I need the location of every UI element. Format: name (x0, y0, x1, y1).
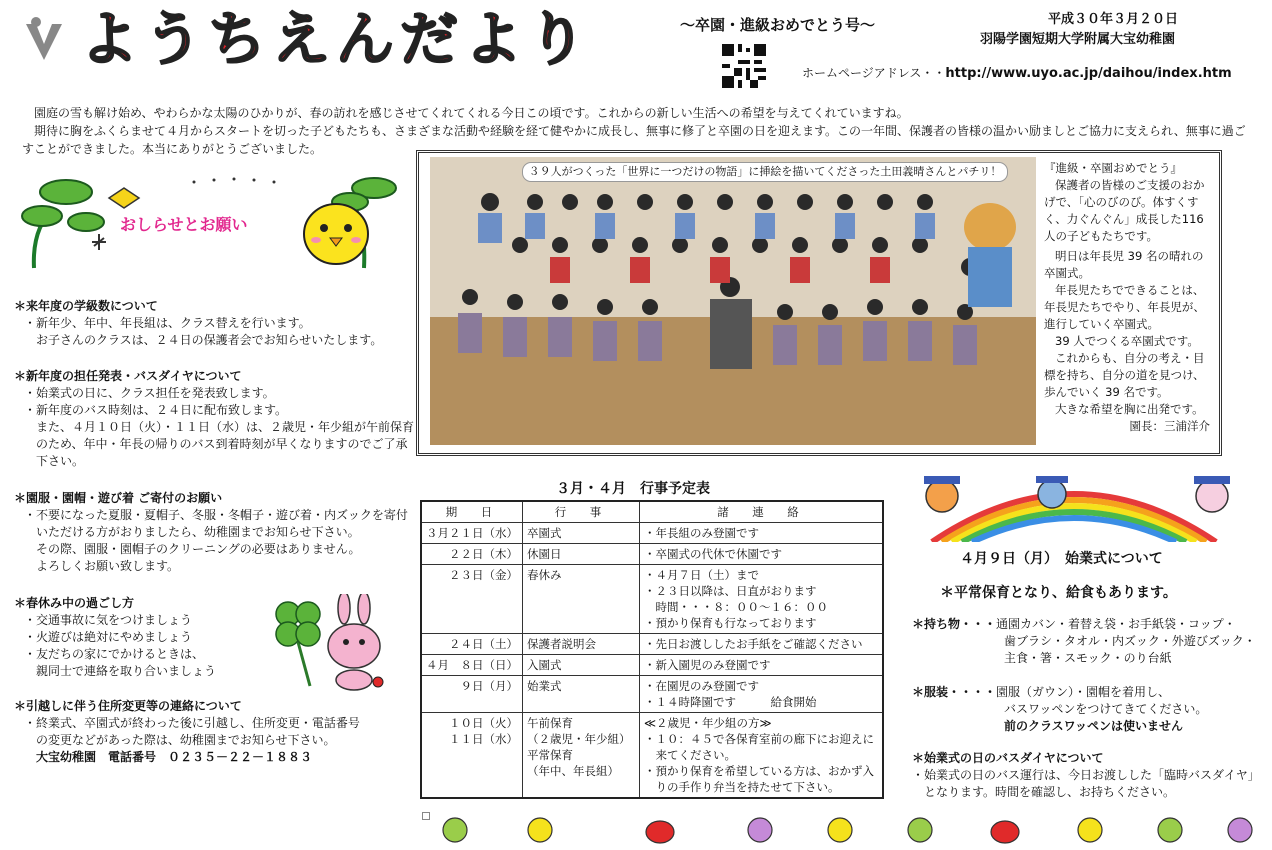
message-paragraph: 大きな希望を胸に出発です。 (1055, 402, 1204, 416)
schedule-date (421, 565, 523, 634)
class-group-photo (430, 157, 1036, 445)
schedule-notes-line: ・新入園児のみ登園です (644, 658, 771, 672)
principal-message (1044, 160, 1210, 435)
schedule-date (421, 523, 523, 544)
schedule-event-line: 春休み (527, 568, 562, 582)
message-paragraph: これからも、自分の考え・目標を持ち、自分の道を見つけ、歩んでいく 39 名です。 (1044, 351, 1205, 399)
schedule-event-line: 午前保育 (527, 716, 573, 730)
bus-section (912, 750, 1262, 801)
schedule-date (421, 655, 523, 676)
dress-label: ＊服装・・・・ (912, 685, 997, 699)
message-title: 『進級・卒園おめでとう』 (1044, 161, 1182, 175)
opening-ceremony-title: ４月９日（月） 始業式について (960, 551, 1163, 567)
section-line: の変更などがあった際は、幼稚園までお知らせ下さい。 (36, 733, 336, 747)
schedule-date-line: ９日（月） (460, 679, 518, 693)
schedule-date-line: ３月２１日（水） (426, 526, 518, 540)
homepage-link[interactable]: http://www.uyo.ac.jp/daihou/index.htm (945, 66, 1232, 81)
photo-caption: ３９人がつくった「世界に一つだけの物語」に挿絵を描いてくださった土田義晴さんとパチリ！ (522, 162, 1008, 182)
moving-section (14, 698, 414, 766)
items-line: 主食・箸・スモック・のり台紙 (1004, 651, 1172, 665)
items-line: 歯ブラシ・タオル・内ズック・外遊びズック・ (1004, 634, 1256, 648)
teacher-bus-section (14, 368, 414, 470)
schedule-date-line: ２３日（金） (449, 568, 518, 582)
schedule-date-line: ２４日（土） (449, 637, 518, 651)
issue-date: 平成３０年３月２０日 (1048, 12, 1179, 27)
schedule-notes (640, 713, 884, 799)
schedule-header-row (421, 501, 883, 523)
section-line: ・新年少、年中、年長組は、クラス替えを行います。 (24, 316, 311, 330)
section-line: ・終業式、卒園式が終わった後に引越し、住所変更・電話番号 (24, 716, 360, 730)
school-name: 羽陽学園短期大学附属大宝幼稚園 (980, 32, 1176, 47)
schedule-title: ３月・４月 行事予定表 (556, 481, 710, 497)
section-title: ＊新年度の担任発表・バスダイヤについて (14, 369, 242, 383)
column-header: 諸 連 絡 (640, 501, 884, 523)
section-title: ＊来年度の学級数について (14, 299, 158, 313)
bus-line: となります。時間を確認し、お持ちください。 (924, 785, 1176, 799)
schedule-notes-line: ・在園児のみ登園です (644, 679, 759, 693)
schedule-notes-line: ・卒園式の代休で休園です (644, 547, 782, 561)
schedule-notes-line: ・預かり保育も行なっております (644, 616, 817, 630)
class-count-section (14, 298, 414, 349)
section-line: ・不要になった夏服・夏帽子、冬服・冬帽子・遊び着・内ズックを寄付 (24, 508, 408, 522)
schedule-notes-line: ・１０：４５で各保育室前の廊下にお迎えに (644, 732, 874, 746)
message-paragraph: 保護者の皆様のご支援のおかげで、「心のびのび。体すくすく、力ぐんぐん」成長した116人の子どもたちです。 (1044, 178, 1205, 243)
phone-number: 大宝幼稚園 電話番号 ０２３５－２２－１８８３ (36, 750, 313, 764)
items-label: ＊持ち物・・・ (912, 617, 997, 631)
schedule-notes-line: ・預かり保育を希望している方は、おかず入 (644, 764, 874, 778)
section-line: 下さい。 (36, 454, 85, 468)
decorative-square (422, 812, 430, 820)
section-line: のため、年中・年長の帰りのバス到着時刻が早くなりますのでご了承 (36, 437, 408, 451)
items-line: 通園カバン・着替え袋・お手紙袋・コップ・ (996, 617, 1236, 631)
section-line: ・始業式の日に、クラス担任を発表致します。 (24, 386, 275, 400)
schedule-notes-line: ≪２歳児・年少組の方≫ (644, 716, 772, 730)
schedule-notes (640, 655, 884, 676)
bug-border-illustration (430, 808, 1260, 848)
schedule-event-line: 休園日 (527, 547, 562, 561)
schedule-event (523, 523, 640, 544)
schedule-notes-line: ・年長組のみ登園です (644, 526, 759, 540)
section-title: ＊引越しに伴う住所変更等の連絡について (14, 699, 242, 713)
schedule-event (523, 713, 640, 799)
schedule-notes (640, 634, 884, 655)
homepage-label: ホームページアドレス・・ (802, 66, 946, 80)
rabbit-clover-illustration (270, 594, 390, 694)
section-line: お子さんのクラスは、２４日の保護者会でお知らせいたします。 (36, 333, 383, 347)
schedule-notes-line: ・１４時降園です 給食開始 (644, 695, 817, 709)
schedule-notes (640, 565, 884, 634)
schedule-event-line: 入園式 (527, 658, 562, 672)
schedule-date-line: ２２日（木） (449, 547, 518, 561)
bus-title: ＊始業式の日のバスダイヤについて (912, 751, 1104, 765)
opening-ceremony-subtitle: ＊平常保育となり、給食もあります。 (940, 585, 1177, 601)
section-line: ・交通事故に気をつけましょう (24, 613, 193, 627)
schedule-row (421, 655, 883, 676)
section-line: ・友だちの家にでかけるときは、 (24, 647, 205, 661)
section-line: いただける方がおりましたら、幼稚園までお知らせ下さい。 (36, 525, 360, 539)
dress-line: 前のクラスワッペンは使いません (1004, 719, 1184, 733)
schedule-date-line: １０日（火） (449, 716, 518, 730)
schedule-row (421, 713, 883, 799)
section-line: よろしくお願い致します。 (36, 559, 180, 573)
schedule-date (421, 713, 523, 799)
schedule-date-line: １１日（水） (449, 732, 518, 746)
schedule-event-line: 卒園式 (527, 526, 562, 540)
schedule-table (420, 500, 884, 799)
schedule-date (421, 676, 523, 713)
rainbow-animals-illustration (902, 466, 1246, 542)
dress-line: 園服（ガウン）・園帽を着用し、 (996, 685, 1171, 699)
schedule-date (421, 634, 523, 655)
section-title: ＊春休み中の過ごし方 (14, 596, 135, 610)
message-paragraph: 年長児たちでできることは、年長児たちでやり、年長児が、進行していく卒園式。 (1044, 283, 1205, 331)
intro-paragraph: 園庭の雪も解け始め、やわらかな太陽のひかりが、春の訪れを感じさせてくれてくれる今日この頃です。これからの新しい生活への希望を与えてくれていますね。 (34, 106, 909, 120)
column-header: 行 事 (523, 501, 640, 523)
schedule-event (523, 544, 640, 565)
schedule-notes-line: りの手作り弁当を持たせて下さい。 (644, 780, 840, 794)
schedule-notes-line: ・２３日以降は、日直がおります (644, 584, 817, 598)
dress-section (912, 684, 1262, 735)
schedule-event (523, 634, 640, 655)
schedule-date (421, 544, 523, 565)
section-line: ・火遊びは絶対にやめましょう (24, 630, 193, 644)
schedule-notes-line: 来てください。 (644, 748, 736, 762)
section-title: ＊園服・園帽・遊び着 ご寄付のお願い (14, 491, 223, 505)
schedule-row (421, 634, 883, 655)
message-signature: 園長：三浦洋介 (1129, 419, 1210, 433)
homepage-address (802, 64, 1232, 81)
spring-break-section (14, 595, 264, 680)
schedule-date-line: ４月 ８日（日） (426, 658, 518, 672)
schedule-event-line: 保護者説明会 (527, 637, 596, 651)
message-paragraph: 明日は年長児 39 名の晴れの卒園式。 (1044, 249, 1204, 280)
section-line: その際、園服・園帽子のクリーニングの必要はありません。 (36, 542, 361, 556)
schedule-notes-line: ・先日お渡ししたお手紙をご確認ください (644, 637, 863, 651)
qr-code-icon (722, 44, 766, 88)
schedule-event-line: （２歳児・年少組） (527, 732, 631, 746)
schedule-notes (640, 544, 884, 565)
schedule-row (421, 523, 883, 544)
schedule-notes (640, 676, 884, 713)
schedule-row (421, 676, 883, 713)
schedule-event-line: 平常保育 (527, 748, 573, 762)
column-header: 期 日 (421, 501, 523, 523)
schedule-row (421, 544, 883, 565)
items-section (912, 616, 1262, 667)
schedule-event (523, 655, 640, 676)
school-logo-icon (22, 14, 66, 62)
schedule-event-line: （年中、年長組） (527, 764, 619, 778)
schedule-event (523, 565, 640, 634)
message-paragraph: 39 人でつくる卒園式です。 (1055, 334, 1199, 348)
donation-section (14, 490, 414, 575)
schedule-notes (640, 523, 884, 544)
schedule-notes-line: ・４月７日（土）まで (644, 568, 759, 582)
bus-line: ・始業式の日のバス運行は、今日お渡しした「臨時バスダイヤ」 (912, 768, 1260, 782)
dress-line: バスワッペンをつけてきてください。 (1004, 702, 1208, 716)
page-subtitle: ～卒園・進級おめでとう号～ (680, 16, 876, 34)
page-title: ようちえんだより (80, 5, 593, 73)
schedule-notes-line: 時間・・・８：００～１６：００ (644, 600, 828, 614)
intro-paragraph: 期待に胸をふくらませて４月からスタートを切った子どもたちも、さまざまな活動や経験を経て健やかに成長し、無事に修了と卒園の日を迎えます。この一年間、保護者の皆様の温かい励ましとご協力に支えられ、無事に過ごすことができました。本当にありがとうございました。 (22, 124, 1246, 156)
section-line: また、４月１０日（火）・１１日（水）は、２歳児・年少組が午前保育 (36, 420, 415, 434)
notice-heading: おしらせとお願い (120, 215, 248, 234)
schedule-row (421, 565, 883, 634)
section-line: ・新年度のバス時刻は、２４日に配布致します。 (24, 403, 288, 417)
schedule-event-line: 始業式 (527, 679, 562, 693)
schedule-event (523, 676, 640, 713)
section-line: 親同士で連絡を取り合いましょう (36, 664, 217, 678)
